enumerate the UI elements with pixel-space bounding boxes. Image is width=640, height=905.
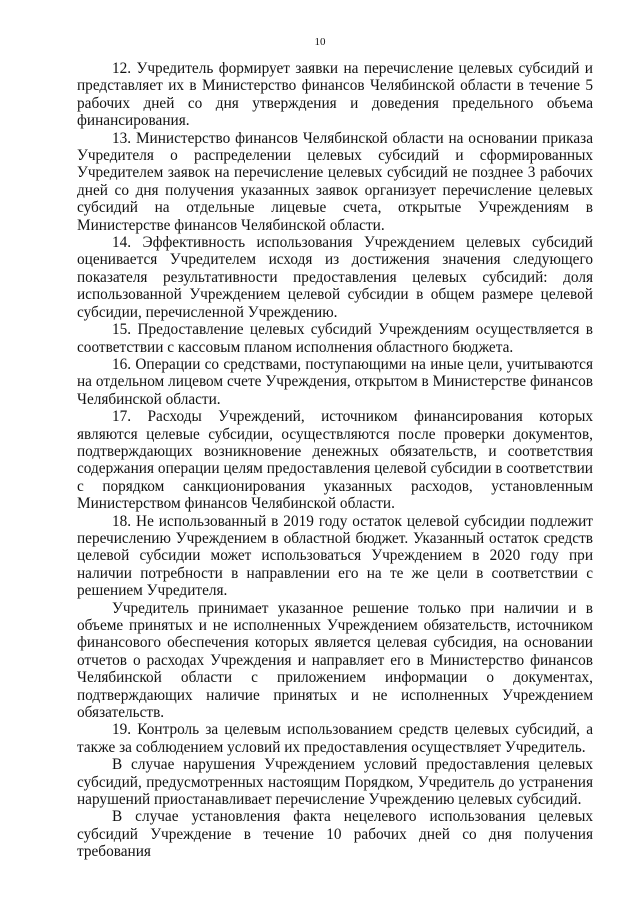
paragraph-19-misuse: В случае установления факта нецелевого использования целевых субсидий Учреждение в течение 10 рабочих дней со дня получения требования bbox=[77, 808, 593, 861]
paragraph-14: 14. Эффективность использования Учреждением целевых субсидий оценивается Учредителем исходя из достижения значения следующего показателя результативности предоставления целевых субсидий: доля использованной Учреждением целевой субсидии в общем размере целевой субсидии, перечисленной Учреждению. bbox=[77, 234, 593, 321]
paragraph-12: 12. Учредитель формирует заявки на перечисление целевых субсидий и представляет их в Министерство финансов Челябинской области в течение 5 рабочих дней со дня утверждения и доведения предельного объема финансирования. bbox=[77, 60, 593, 130]
paragraph-19: 19. Контроль за целевым использованием средств целевых субсидий, а также за соблюдением условий их предоставления осуществляет Учредитель. bbox=[77, 721, 593, 756]
page-number: 10 bbox=[314, 36, 326, 48]
paragraph-19-violation: В случае нарушения Учреждением условий предоставления целевых субсидий, предусмотренных настоящим Порядком, Учредитель до устранения нарушений приостанавливает перечисление Учреждению целевых субсидий. bbox=[77, 756, 593, 809]
paragraph-17: 17. Расходы Учреждений, источником финансирования которых являются целевые субсидии, осуществляются после проверки документов, подтверждающих возникновение денежных обязательств, и соответствия содержания операции целям предоставления целевой субсидии в соответствии с порядком санкционирования указанных расходов, установленным Министерством финансов Челябинской области. bbox=[77, 408, 593, 513]
paragraph-18-continuation: Учредитель принимает указанное решение только при наличии и в объеме принятых и не исполненных Учреждением обязательств, источником финансового обеспечения которых является целевая субсидия, на основании отчетов о расходах Учреждения и направляет его в Министерство финансов Челябинской области с приложением информации о документах, подтверждающих наличие принятых и не исполненных Учреждением обязательств. bbox=[77, 599, 593, 722]
paragraph-13: 13. Министерство финансов Челябинской области на основании приказа Учредителя о распределении целевых субсидий и сформированных Учредителем заявок на перечисление целевых субсидий не позднее 3 рабочих дней со дня получения указанных заявок организует перечисление целевых субсидий на отдельные лицевые счета, открытые Учреждениям в Министерстве финансов Челябинской области. bbox=[77, 129, 593, 234]
document-body bbox=[77, 60, 593, 861]
paragraph-18: 18. Не использованный в 2019 году остаток целевой субсидии подлежит перечислению Учреждением в областной бюджет. Указанный остаток средств целевой субсидии может использоваться Учреждением в 2020 году при наличии потребности в направлении его на те же цели в соответствии с решением Учредителя. bbox=[77, 512, 593, 600]
paragraph-16: 16. Операции со средствами, поступающими на иные цели, учитываются на отдельном лицевом счете Учреждения, открытом в Министерстве финансов Челябинской области. bbox=[77, 355, 593, 408]
paragraph-15: 15. Предоставление целевых субсидий Учреждениям осуществляется в соответствии с кассовым планом исполнения областного бюджета. bbox=[77, 321, 593, 356]
